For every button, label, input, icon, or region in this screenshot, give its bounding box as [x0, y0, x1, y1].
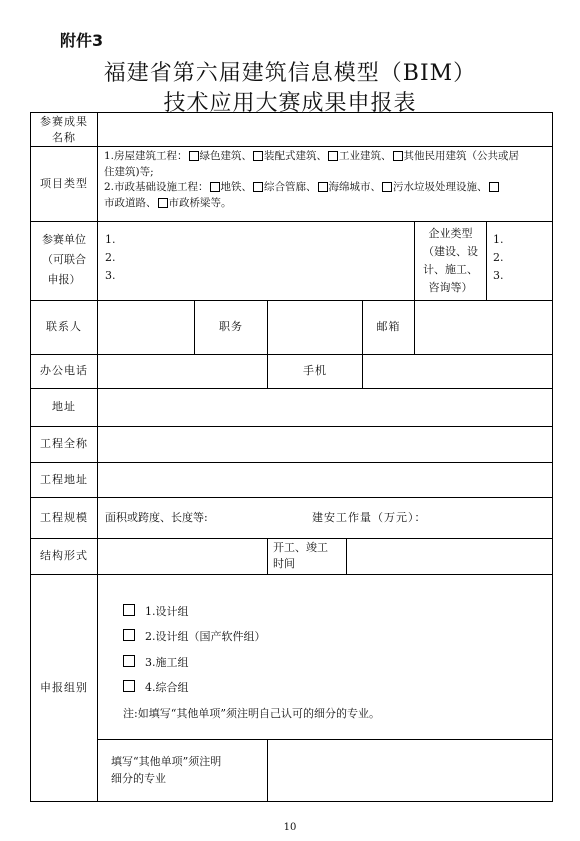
- project-type-options: [104, 149, 550, 211]
- enterprise-type-item: 2.: [493, 251, 504, 264]
- participant-label-line: 参赛单位: [42, 233, 86, 246]
- participant-label: [31, 230, 97, 290]
- participant-item: 3.: [105, 269, 116, 282]
- structure-form-label: 结构形式: [40, 549, 88, 562]
- project-scale-label: 工程规模: [40, 510, 88, 524]
- checkbox-icon[interactable]: [328, 151, 338, 161]
- checkbox-icon[interactable]: [393, 151, 403, 161]
- checkbox-icon[interactable]: [158, 198, 168, 208]
- mobile-label: 手机: [303, 364, 327, 377]
- application-form-table: [30, 112, 553, 802]
- mobile-field[interactable]: [363, 355, 552, 388]
- achievement-name-label: 参赛成果名称: [40, 114, 88, 144]
- project-type-line2: 住建筑)等;: [104, 165, 154, 178]
- form-title-line1: 福建省第六届建筑信息模型（BIM）: [103, 61, 477, 86]
- construction-workload-label: 建安工作量（万元）：: [312, 511, 427, 524]
- start-completion-field[interactable]: [347, 539, 552, 574]
- checkbox-icon[interactable]: [210, 182, 220, 192]
- column-divider: [267, 538, 268, 574]
- area-span-label: 面积或跨度、长度等:: [105, 511, 208, 524]
- row-divider: [31, 497, 552, 498]
- application-group-label: 申报组别: [40, 680, 88, 694]
- project-name-label: 工程全称: [40, 437, 88, 450]
- project-address-label: 工程地址: [40, 472, 88, 486]
- checkbox-icon[interactable]: [123, 655, 135, 667]
- checkbox-icon[interactable]: [489, 182, 499, 192]
- checkbox-icon[interactable]: [189, 151, 199, 161]
- contact-person-field[interactable]: [98, 301, 194, 354]
- form-title-line2: 技术应用大赛成果申报表: [163, 91, 417, 116]
- address-label: 地址: [52, 400, 76, 413]
- project-address-field[interactable]: [98, 463, 552, 497]
- group-option-label: 2.设计组（国产软件组）: [145, 630, 266, 643]
- group-note: 注:如填写“其他单项”须注明自己认可的细分的专业。: [123, 707, 380, 720]
- enterprise-type-label: [415, 225, 486, 297]
- position-label: 职务: [219, 320, 243, 333]
- row-divider: [31, 574, 552, 575]
- enterprise-type-line: （建设、设: [423, 245, 478, 258]
- group-option[interactable]: [123, 628, 266, 644]
- office-phone-label: 办公电话: [40, 364, 88, 377]
- option-label: 污水垃圾处理设施、: [393, 181, 488, 193]
- other-single-field[interactable]: [268, 740, 552, 801]
- row-divider: [31, 221, 552, 222]
- office-phone-field[interactable]: [98, 355, 267, 388]
- email-field[interactable]: [415, 301, 552, 354]
- enterprise-type-line: 计、施工、: [423, 263, 478, 276]
- start-completion-label-line: 时间: [273, 557, 295, 570]
- group-option-label: 4.综合组: [145, 681, 189, 694]
- checkbox-icon[interactable]: [253, 182, 263, 192]
- other-single-label-line: 填写“其他单项”须注明: [111, 755, 222, 768]
- checkbox-icon[interactable]: [123, 629, 135, 641]
- project-type-line1: [104, 149, 550, 165]
- participant-list[interactable]: [105, 231, 116, 285]
- option-label: 市政桥梁等。: [168, 196, 232, 209]
- group-option-label: 1.设计组: [145, 605, 189, 618]
- project-type-label: 项目类型: [40, 176, 88, 190]
- position-field[interactable]: [268, 301, 362, 354]
- row-divider: [31, 146, 552, 147]
- option-label: 工业建筑、: [339, 150, 392, 162]
- enterprise-type-line: 企业类型: [428, 227, 473, 240]
- enterprise-type-item: 1.: [493, 233, 504, 246]
- checkbox-icon[interactable]: [382, 182, 392, 192]
- project-type-line4: [104, 196, 550, 212]
- email-label: 邮箱: [376, 320, 401, 333]
- option-label: 装配式建筑、: [264, 150, 328, 162]
- enterprise-type-list[interactable]: [493, 231, 504, 285]
- address-field[interactable]: [98, 389, 552, 426]
- participant-item: 2.: [105, 251, 116, 264]
- group-option[interactable]: [123, 679, 189, 695]
- start-completion-label-line: 开工、竣工: [273, 541, 328, 554]
- option-label: 绿色建筑、: [199, 150, 253, 162]
- checkbox-icon[interactable]: [253, 151, 263, 161]
- option-label: 综合管廊、: [264, 181, 317, 193]
- achievement-name-field[interactable]: [98, 114, 552, 146]
- building-engineering-label: 1.房屋建筑工程：: [104, 150, 188, 162]
- checkbox-icon[interactable]: [123, 680, 135, 692]
- participant-label-line: （可联合: [42, 253, 86, 266]
- group-option[interactable]: [123, 654, 189, 670]
- enterprise-type-item: 3.: [493, 269, 504, 282]
- other-single-label-line: 细分的专业: [111, 772, 166, 785]
- participant-label-line: 申报）: [47, 273, 81, 286]
- participant-item: 1.: [105, 233, 116, 246]
- page-number: 10: [283, 822, 297, 833]
- attachment-label: 附件3: [60, 31, 104, 50]
- column-divider: [486, 221, 487, 300]
- project-name-field[interactable]: [98, 427, 552, 462]
- option-label: 地铁、: [220, 181, 253, 193]
- contact-person-label: 联系人: [46, 320, 82, 333]
- group-option[interactable]: [123, 603, 189, 619]
- municipal-engineering-label: 2.市政基础设施工程：: [104, 181, 209, 193]
- option-label: 海绵城市、: [328, 181, 382, 193]
- group-option-label: 3.施工组: [145, 656, 189, 669]
- checkbox-icon[interactable]: [123, 604, 135, 616]
- project-type-line3: [104, 180, 550, 196]
- other-single-label: [111, 753, 221, 787]
- option-label: 市政道路、: [104, 196, 157, 209]
- option-label: 其他民用建筑（公共或居: [403, 150, 520, 162]
- structure-form-field[interactable]: [98, 539, 267, 574]
- checkbox-icon[interactable]: [318, 182, 328, 192]
- enterprise-type-line: 咨询等）: [428, 281, 473, 294]
- start-completion-label: [273, 540, 328, 572]
